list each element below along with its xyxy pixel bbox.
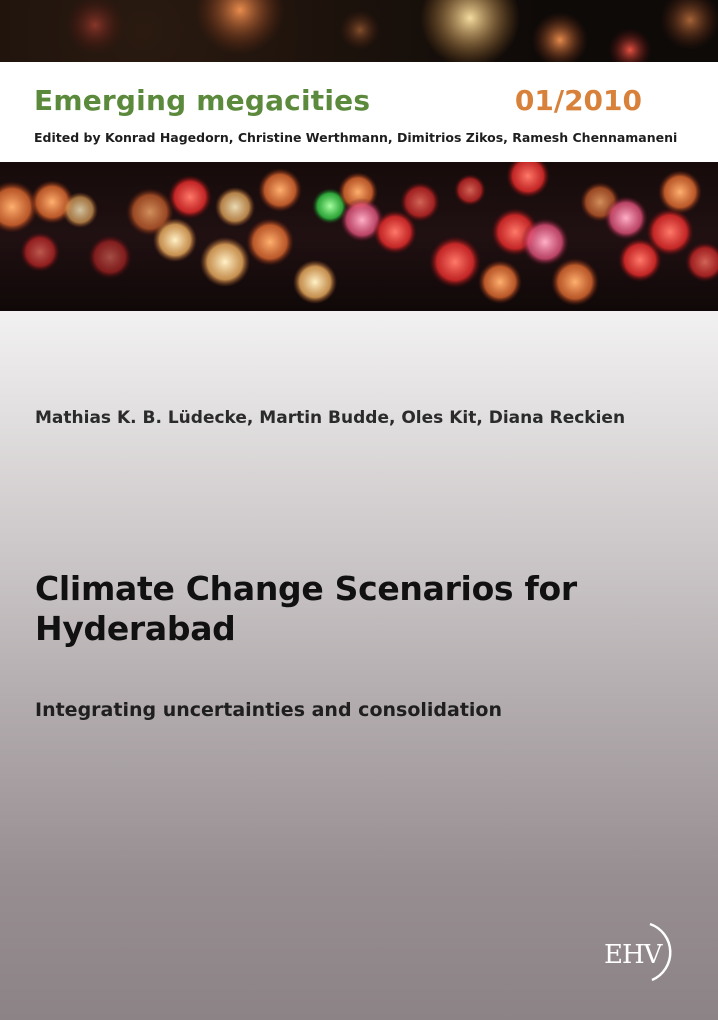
book-title: Climate Change Scenarios for Hyderabad <box>35 569 577 648</box>
bokeh-lights-top <box>0 0 718 62</box>
bokeh-photo-main <box>0 162 718 311</box>
editors-line: Edited by Konrad Hagedorn, Christine Werthmann, Dimitrios Zikos, Ramesh Chennamaneni <box>34 130 678 145</box>
series-title: Emerging megacities <box>34 84 371 117</box>
issue-number: 01/2010 <box>514 84 642 117</box>
series-header <box>0 62 718 162</box>
authors: Mathias K. B. Lüdecke, Martin Budde, Oles Kit, Diana Reckien <box>35 408 626 428</box>
publisher-logo-text: EHV <box>604 940 662 970</box>
publisher-logo <box>600 920 680 984</box>
book-subtitle: Integrating uncertainties and consolidation <box>35 699 503 721</box>
bokeh-lights-main <box>0 162 718 311</box>
bokeh-photo-top <box>0 0 718 62</box>
cover-body <box>0 311 718 1020</box>
